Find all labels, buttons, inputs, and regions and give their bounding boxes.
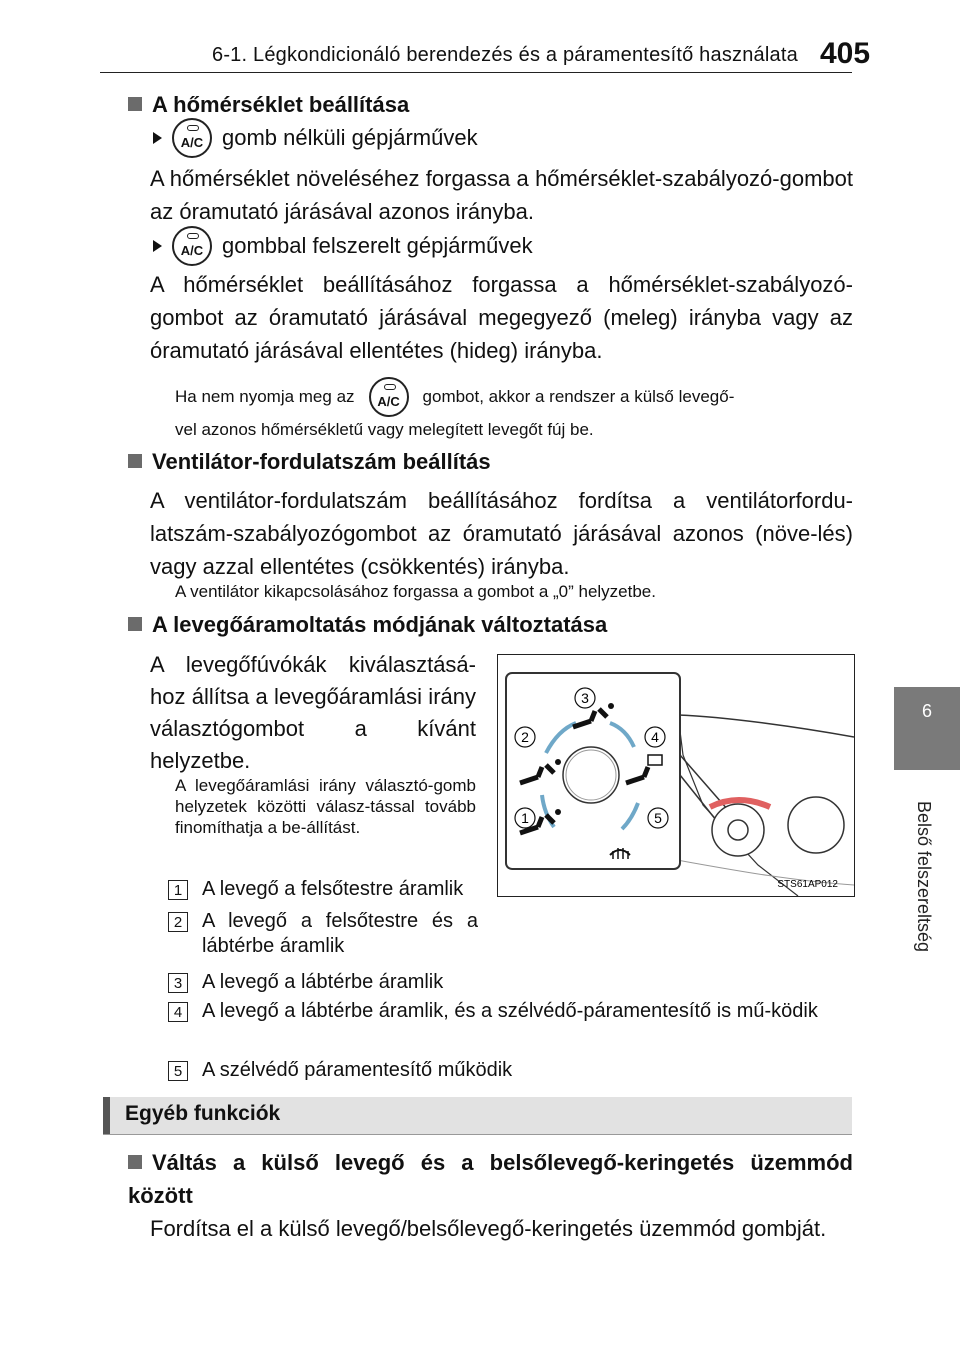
item-number: 1 xyxy=(168,880,188,900)
square-bullet-icon xyxy=(128,617,142,631)
temp-case1-label: gomb nélküli gépjárművek xyxy=(222,125,478,150)
diagram-code: STS61AP012 xyxy=(777,879,838,890)
temp-case1-text: A hőmérséklet növeléséhez forgassa a hőmérséklet-szabályozó-gombot az óramutató járásával azonos irányba. xyxy=(150,166,853,224)
dashboard-curve xyxy=(678,715,854,737)
section-title: Egyéb funkciók xyxy=(125,1102,281,1125)
square-bullet-icon xyxy=(128,1155,142,1169)
airflow-heading: A levegőáramoltatás módjának változtatása xyxy=(128,612,607,638)
temp-heading: A hőmérséklet beállítása xyxy=(128,92,409,118)
ac-button-icon: A/C xyxy=(172,118,212,158)
dashboard-knob xyxy=(788,797,844,853)
fan-note: A ventilátor kikapcsolásához forgassa a gombot a „0” helyzetbe. xyxy=(175,582,656,601)
chapter-side-label: Belső felszereltség xyxy=(914,800,935,953)
chapter-number: 6 xyxy=(921,701,932,721)
recirc-heading: Váltás a külső levegő és a belsőlevegő-keringetés üzemmód között xyxy=(128,1150,853,1208)
diagram-label xyxy=(645,727,665,747)
square-bullet-icon xyxy=(128,97,142,111)
svg-text:4: 4 xyxy=(651,729,659,745)
temp-case2-label: gombbal felszerelt gépjárművek xyxy=(222,233,533,258)
temp-case2-label-row xyxy=(153,226,533,266)
diagram-label xyxy=(515,727,535,747)
fan-heading: Ventilátor-fordulatszám beállítás xyxy=(128,449,491,475)
square-bullet-icon xyxy=(128,454,142,468)
item-number: 2 xyxy=(168,912,188,932)
item-number: 5 xyxy=(168,1061,188,1081)
page-number: 405 xyxy=(820,37,871,70)
list-item: 5 A szélvédő páramentesítő működik xyxy=(168,1058,853,1083)
diagram-label xyxy=(648,808,668,828)
list-item: 2 A levegő a felsőtestre és a lábtérbe áramlik xyxy=(168,909,478,959)
svg-text:2: 2 xyxy=(521,729,529,745)
temp-note-line2: vel azonos hőmérsékletű vagy melegített levegőt fúj be. xyxy=(175,420,594,439)
airflow-diagram-svg xyxy=(498,655,854,896)
svg-text:1: 1 xyxy=(521,810,529,826)
list-item: 3 A levegő a lábtérbe áramlik xyxy=(168,970,478,995)
airflow-diagram xyxy=(497,654,855,897)
triangle-bullet-icon xyxy=(153,240,162,252)
diagram-label xyxy=(575,688,595,708)
header-rule xyxy=(100,72,852,73)
section-bar-accent xyxy=(103,1097,110,1134)
item-number: 3 xyxy=(168,973,188,993)
temp-note-line1: Ha nem nyomja meg az A/C gombot, akkor a rendszer a külső levegő- xyxy=(175,377,853,417)
list-item: 4 A levegő a lábtérbe áramlik, és a szélvédő-páramentesítő is mű-ködik xyxy=(168,999,853,1024)
chapter-tab xyxy=(894,687,960,770)
svg-text:5: 5 xyxy=(654,810,662,826)
airflow-text: A levegőfúvókák kiválasztásá-hoz állítsa a levegőáramlási irány választógombot a kívánt helyzetbe. xyxy=(150,652,476,773)
pointer-line xyxy=(680,775,716,820)
temp-case1-label-row xyxy=(153,118,478,158)
fan-text: A ventilátor-fordulatszám beállításához fordítsa a ventilátorfordu-latszám-szabályozógombot az óramutató járásával azonos (növe-lés) vagy azzal ellentétes (csökkentés) irányba. xyxy=(150,488,853,579)
ac-button-icon: A/C xyxy=(172,226,212,266)
list-item: 1 A levegő a felsőtestre áramlik xyxy=(168,877,478,902)
ac-button-icon: A/C xyxy=(369,377,409,417)
airflow-note: A levegőáramlási irány választó-gomb helyzetek közötti válasz-tással tovább finomíthatja a be-állítást. xyxy=(175,776,476,837)
triangle-bullet-icon xyxy=(153,132,162,144)
running-header: 6-1. Légkondicionáló berendezés és a páramentesítő használata xyxy=(212,44,798,66)
svg-text:3: 3 xyxy=(581,690,589,706)
diagram-label xyxy=(515,808,535,828)
dashboard-knob xyxy=(712,804,764,856)
item-number: 4 xyxy=(168,1002,188,1022)
recirc-text: Fordítsa el a külső levegő/belsőlevegő-keringetés üzemmód gombját. xyxy=(150,1216,827,1241)
mode-knob xyxy=(563,747,619,803)
section-bar-other xyxy=(103,1097,852,1135)
temp-case2-text: A hőmérséklet beállításához forgassa a hőmérséklet-szabályozó-gombot az óramutató járásával megegyező (meleg) irányba vagy az óramutató járásával ellentétes (hideg) irányba. xyxy=(150,272,853,363)
